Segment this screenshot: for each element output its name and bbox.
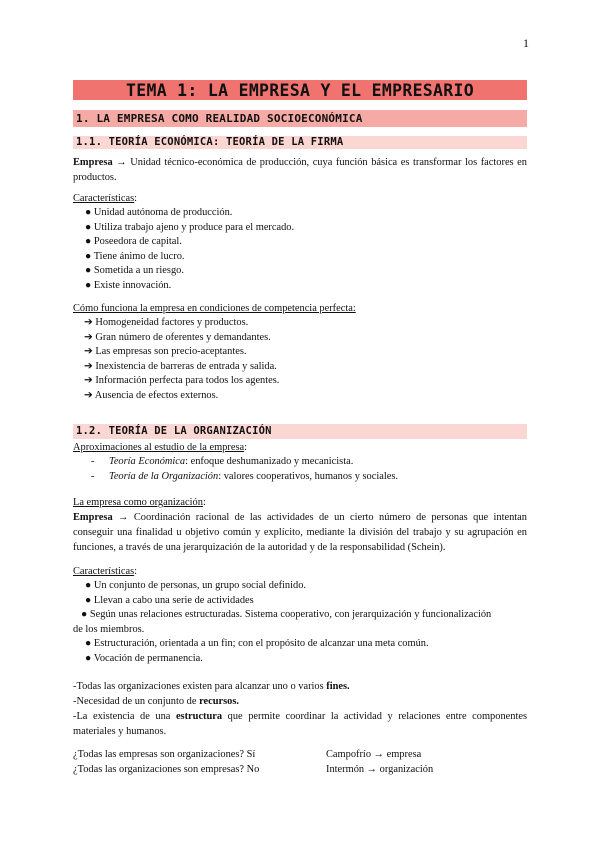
list-item-text: Estructuración, orientada a un fin; con el propósito de alcanzar una meta común.: [93, 638, 429, 650]
note-text: que permite coordinar la actividad y relaciones entre componentes materiales y humanos.: [73, 711, 527, 737]
list-item-text: Unidad autónoma de producción.: [93, 207, 233, 218]
question-2: ¿Todas las organizaciones son empresas? No: [73, 764, 260, 775]
note-bold: recursos.: [199, 696, 240, 707]
page-title: TEMA 1: LA EMPRESA Y EL EMPRESARIO: [73, 80, 527, 100]
approach-text: : valores cooperativos, humanos y sociales.: [218, 470, 398, 482]
bullet-icon: ●: [85, 594, 92, 606]
definition-text: Coordinación racional de las actividades de un cierto número de personas que intentan conseguir una finalidad u objetivo común y explícito, mediante la división del trabajo y su agrupación en funciones, a través de una jerarquización de la autoridad y de la responsabilidad (Schein).: [73, 512, 527, 553]
dash-icon: -: [91, 456, 95, 467]
list-item-text: de los miembros.: [73, 623, 145, 635]
definition-term: Empresa: [73, 512, 113, 523]
arrow-right-icon: ➔: [84, 331, 93, 343]
characteristics-list: [85, 206, 294, 294]
note-recursos: [73, 695, 239, 709]
list-item: [73, 594, 491, 609]
list-item-text: Llevan a cabo una serie de actividades: [93, 594, 254, 606]
competition-list: [84, 316, 279, 404]
org-definition: [73, 510, 527, 555]
list-item-text: Gran número de oferentes y demandantes.: [95, 331, 271, 343]
approach-name: Teoría de la Organización: [109, 470, 219, 482]
list-item: [73, 637, 491, 652]
org-label-text: La empresa como organización: [73, 497, 203, 508]
arrow-icon: →: [112, 512, 134, 523]
list-item: [85, 221, 294, 236]
note-bold: fines.: [326, 681, 350, 692]
list-item-text: Ausencia de efectos externos.: [94, 389, 219, 401]
arrow-icon: →: [112, 157, 131, 168]
note-estructura: [73, 709, 527, 739]
dash-icon: -: [91, 470, 95, 482]
bullet-icon: ●: [85, 652, 92, 664]
arrow-right-icon: ➔: [84, 389, 93, 401]
question-2-example: Intermón → organización: [326, 764, 434, 775]
approach-text: : enfoque deshumanizado y mecanicista.: [185, 456, 354, 467]
list-item-text: Según unas relaciones estructuradas. Sistema cooperativo, con jerarquización y funcionalización: [89, 609, 492, 621]
list-item-text: Información perfecta para todos los agentes.: [95, 375, 280, 387]
list-item: [84, 345, 279, 360]
arrow-right-icon: ➔: [84, 360, 93, 372]
org-characteristics-label: [73, 565, 137, 579]
list-item-text: Las empresas son precio-aceptantes.: [95, 346, 247, 358]
list-item: [73, 652, 491, 667]
list-item-text: Inexistencia de barreras de entrada y salida.: [95, 360, 277, 372]
list-item-text: Existe innovación.: [93, 279, 172, 291]
list-item: [84, 360, 279, 375]
list-item: [85, 235, 294, 250]
approaches-label: [73, 441, 247, 455]
bullet-icon: ●: [85, 236, 92, 248]
approach-name: Teoría Económica: [109, 456, 186, 467]
note-bold: estructura: [175, 711, 223, 722]
arrow-right-icon: ➔: [84, 375, 93, 387]
list-item-text: Homogeneidad factores y productos.: [95, 317, 249, 328]
list-item: [91, 470, 398, 485]
list-item: [73, 608, 491, 623]
characteristics-label-text: Características: [73, 193, 135, 204]
list-item-text: Vocación de permanencia.: [93, 652, 203, 664]
list-item-text: Un conjunto de personas, un grupo social definido.: [93, 580, 306, 591]
characteristics-label-text: Características: [73, 566, 135, 577]
bullet-icon: ●: [85, 221, 92, 233]
characteristics-label: [73, 192, 137, 206]
org-label-colon: :: [202, 497, 206, 508]
list-item-text: Utiliza trabajo ajeno y produce para el mercado.: [93, 221, 295, 233]
bullet-icon: ●: [81, 609, 88, 621]
competition-label-text: Cómo funciona la empresa en condiciones de competencia perfecta:: [73, 303, 356, 314]
definition-term: Empresa: [73, 157, 113, 168]
characteristics-label-colon: :: [134, 193, 138, 204]
bullet-icon: ●: [85, 580, 92, 591]
approaches-label-colon: :: [244, 442, 247, 453]
empresa-definition: [73, 155, 527, 185]
note-text: -La existencia de una: [73, 711, 176, 722]
page-number: 1: [523, 36, 529, 50]
competition-label: [73, 302, 356, 316]
list-item: [84, 331, 279, 346]
approaches-label-text: Aproximaciones al estudio de la empresa: [73, 442, 245, 453]
bullet-icon: ●: [85, 207, 92, 218]
list-item-text: Poseedora de capital.: [93, 236, 182, 248]
section-heading: 1. LA EMPRESA COMO REALIDAD SOCIOECONÓMICA: [73, 110, 527, 127]
approaches-list: [91, 455, 398, 485]
question-1-example: Campofrío → empresa: [326, 749, 422, 760]
list-item: [85, 264, 294, 279]
subsection-heading-1-2: 1.2. TEORÍA DE LA ORGANIZACIÓN: [73, 424, 527, 439]
list-item-text: Sometida a un riesgo.: [93, 265, 184, 277]
list-item: [73, 579, 491, 594]
arrow-right-icon: ➔: [84, 346, 93, 358]
question-1: ¿Todas las empresas son organizaciones? Sí: [73, 749, 256, 760]
org-label: [73, 496, 206, 510]
list-item: [91, 455, 398, 470]
note-text: -Necesidad de un conjunto de: [73, 696, 200, 707]
org-characteristics-list: [73, 579, 491, 667]
bullet-icon: ●: [85, 250, 92, 262]
list-item: [84, 389, 279, 404]
characteristics-label-colon: :: [134, 566, 138, 577]
definition-text: Unidad técnico-económica de producción, cuya función básica es transformar los factores en productos.: [73, 157, 527, 183]
note-fines: [73, 680, 350, 694]
list-item: [85, 279, 294, 294]
bullet-icon: ●: [85, 638, 92, 650]
bullet-icon: ●: [85, 279, 92, 291]
subsection-heading-1-1: 1.1. TEORÍA ECONÓMICA: TEORÍA DE LA FIRMA: [73, 136, 527, 149]
list-item-continuation: [73, 623, 491, 638]
list-item: [84, 374, 279, 389]
bullet-icon: ●: [85, 265, 92, 277]
list-item: [85, 250, 294, 265]
note-text: -Todas las organizaciones existen para alcanzar uno o varios: [73, 681, 327, 692]
list-item-text: Tiene ánimo de lucro.: [93, 250, 185, 262]
arrow-right-icon: ➔: [84, 317, 93, 328]
list-item: [85, 206, 294, 221]
list-item: [84, 316, 279, 331]
